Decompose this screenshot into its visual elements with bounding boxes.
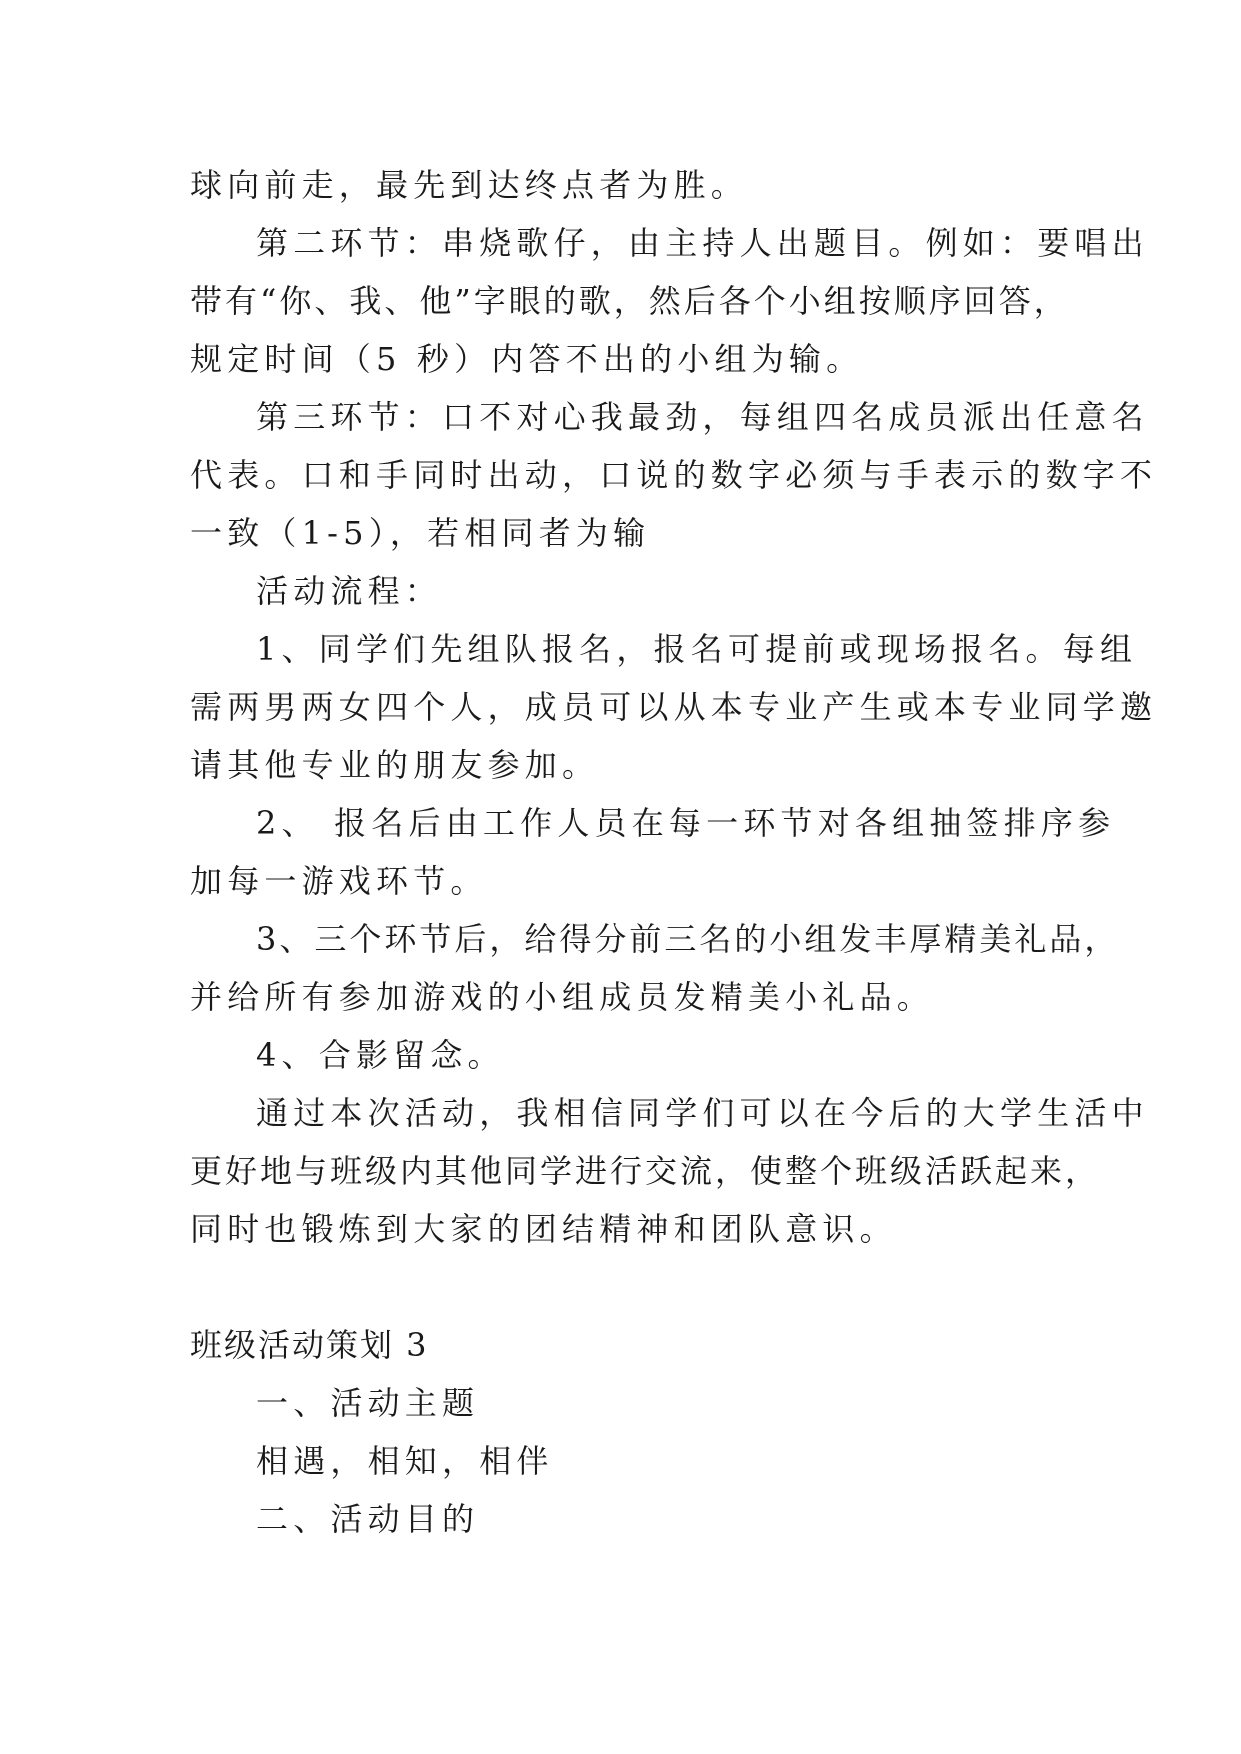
text-line: 一、活动主题 — [256, 1384, 480, 1422]
text-line: 2、 报名后由工作人员在每一环节对各组抽签排序参 — [256, 804, 1116, 842]
text-line: 球向前走，最先到达终点者为胜。 — [190, 166, 749, 204]
text-line: 4、合影留念。 — [256, 1036, 505, 1074]
text-line: 活动流程： — [256, 572, 443, 610]
text-line: 并给所有参加游戏的小组成员发精美小礼品。 — [190, 978, 935, 1016]
text-line: 一致（1-5），若相同者为输 — [190, 514, 651, 552]
text-line: 第三环节：口不对心我最劲，每组四名成员派出任意名 — [256, 398, 1149, 436]
text-line: 更好地与班级内其他同学进行交流，使整个班级活跃起来， — [190, 1152, 1101, 1190]
text-line: 加每一游戏环节。 — [190, 862, 488, 900]
text-line: 3、三个环节后，给得分前三名的小组发丰厚精美礼品， — [256, 920, 1120, 958]
text-line: 请其他专业的朋友参加。 — [190, 746, 600, 784]
text-line: 相遇，相知，相伴 — [256, 1442, 554, 1480]
text-line: 1、同学们先组队报名，报名可提前或现场报名。每组 — [256, 630, 1138, 668]
text-line: 第二环节：串烧歌仔，由主持人出题目。例如：要唱出 — [256, 224, 1149, 262]
text-line: 代表。口和手同时出动，口说的数字必须与手表示的数字不 — [190, 456, 1158, 494]
text-line: 需两男两女四个人，成员可以从本专业产生或本专业同学邀 — [190, 688, 1158, 726]
text-line: 带有“你、我、他”字眼的歌，然后各个小组按顺序回答， — [190, 282, 1069, 320]
text-line: 通过本次活动，我相信同学们可以在今后的大学生活中 — [256, 1094, 1149, 1132]
text-line: 规定时间（5 秒）内答不出的小组为输。 — [190, 340, 864, 378]
text-line: 二、活动目的 — [256, 1500, 480, 1538]
text-line: 同时也锻炼到大家的团结精神和团队意识。 — [190, 1210, 897, 1248]
section-heading: 班级活动策划 3 — [190, 1326, 429, 1364]
